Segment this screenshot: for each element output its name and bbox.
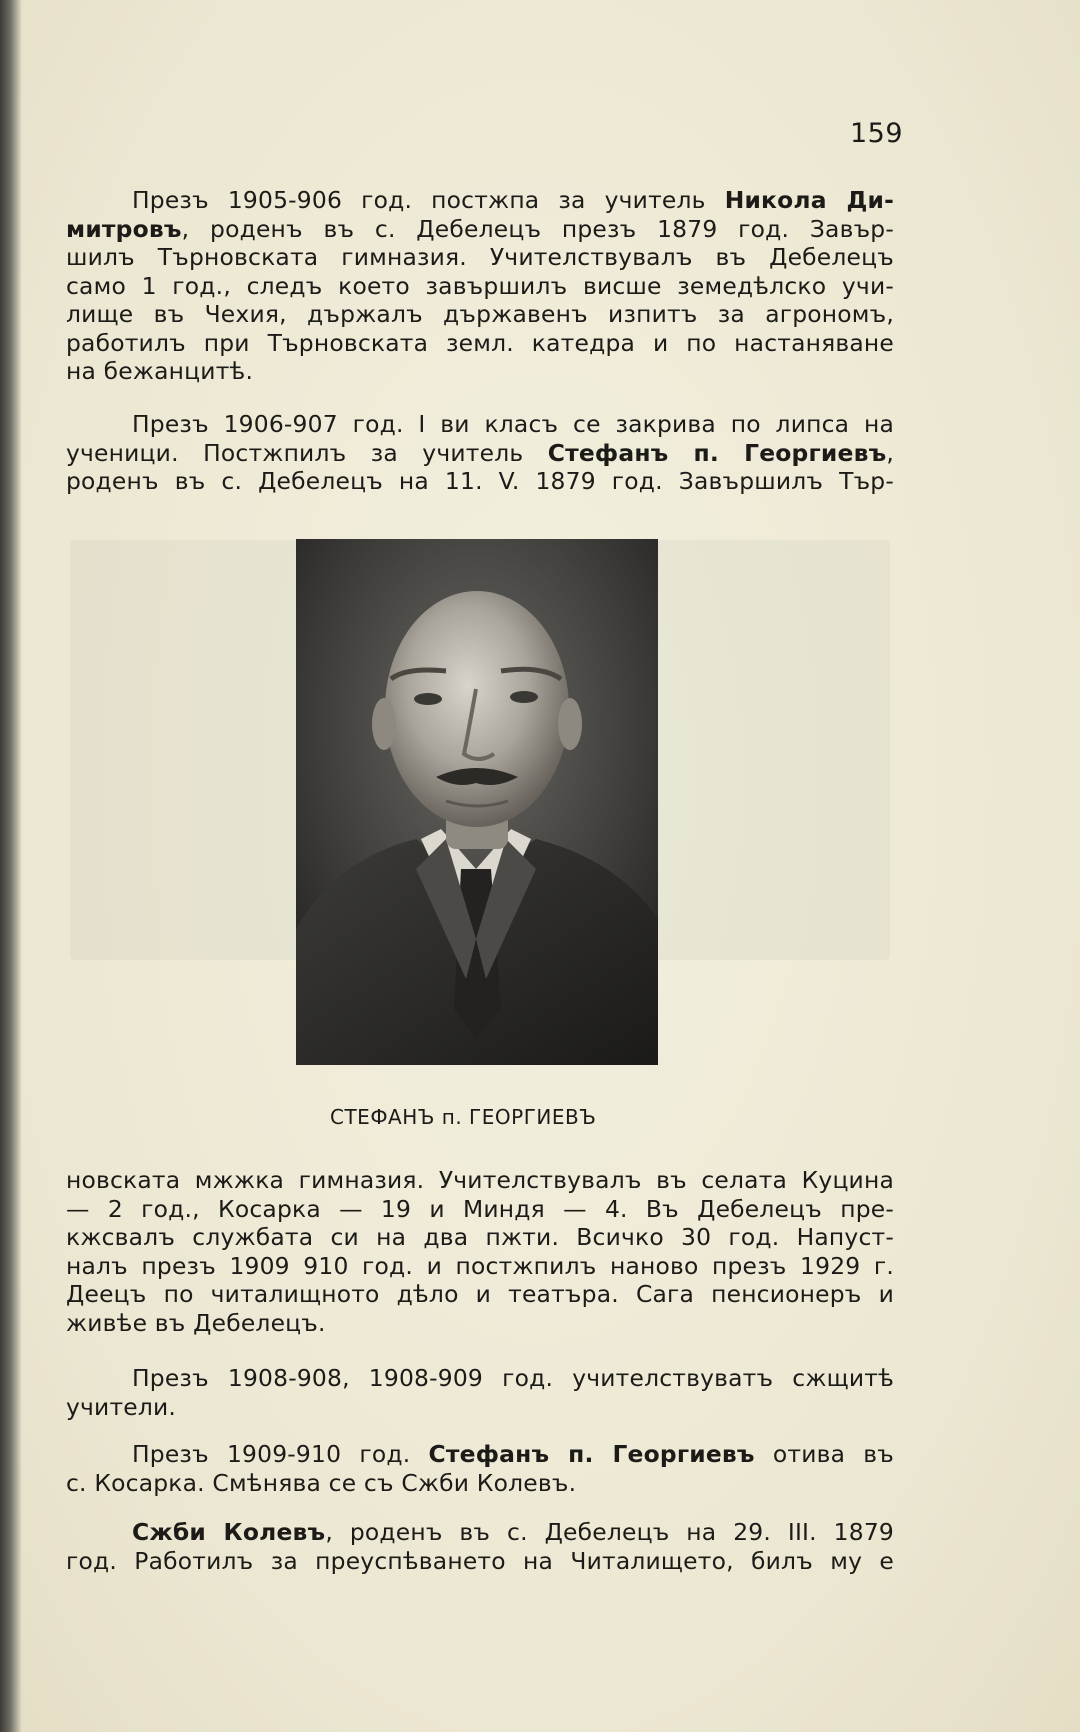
text-line: само 1 год., следъ което завършилъ висше земедѣлско учи- — [66, 271, 894, 300]
text-line: митровъ, роденъ въ с. Дебелецъ презъ 1879 год. Завър- — [66, 214, 894, 243]
page-number: 159 — [850, 118, 904, 149]
text-line: налъ презъ 1909 910 год. и постжпилъ наново презъ 1929 г. — [66, 1251, 894, 1280]
paragraph-1909 — [66, 1440, 894, 1497]
text-line: роденъ въ с. Дебелецъ на 11. V. 1879 год. Завършилъ Тър- — [66, 467, 894, 495]
paragraph-nikola-dimitrov — [66, 186, 894, 386]
text-line: Деецъ по читалищното дѣло и театъра. Сага пенсионеръ и — [66, 1280, 894, 1308]
text-line: Презъ 1909-910 год. Стефанъ п. Георгиевъ отива въ — [132, 1440, 894, 1468]
text-line: Презъ 1906-907 год. I ви класъ се закрива по липса на — [132, 410, 894, 438]
text-line: Презъ 1908-908, 1908-909 год. учителствуватъ сжщитѣ — [132, 1364, 894, 1392]
page-gutter-shadow — [0, 0, 22, 1732]
text-line: Презъ 1905-906 год. постжпа за учитель Никола Ди- — [132, 186, 894, 214]
paragraph-1908 — [66, 1364, 894, 1421]
text-line: новската мжжка гимназия. Учителствувалъ въ селата Куцина — [66, 1166, 894, 1194]
paragraph-career — [66, 1166, 894, 1337]
text-line: на бежанцитѣ. — [66, 357, 254, 385]
text-line: с. Косарка. Смѣнява се съ Сжби Колевъ. — [66, 1468, 577, 1497]
text-line: ученици. Постжпилъ за учитель Стефанъ п. Георгиевъ, — [66, 438, 894, 467]
text-line: работилъ при Търновската земл. катедра и по настаняване — [66, 328, 894, 357]
paragraph-stefan-georgiev — [66, 410, 894, 496]
photo-caption: СТЕФАНЪ п. ГЕОРГИЕВЪ — [330, 1105, 597, 1129]
text-line: год. Работилъ за преуспѣването на Читалището, билъ му е — [66, 1546, 894, 1575]
portrait-photograph — [296, 539, 658, 1065]
text-line: лище въ Чехия, държалъ държавенъ изпитъ за агрономъ, — [66, 300, 894, 328]
text-line: шилъ Търновската гимназия. Учителствувалъ въ Дебелецъ — [66, 243, 894, 271]
text-line: Сжби Колевъ, роденъ въ с. Дебелецъ на 29. III. 1879 — [132, 1518, 894, 1546]
text-line: кжсвалъ службата си на два пжти. Всичко 30 год. Напуст- — [66, 1223, 894, 1251]
text-line: — 2 год., Косарка — 19 и Миндя — 4. Въ Дебелецъ пре- — [66, 1194, 894, 1223]
portrait-image — [296, 539, 658, 1065]
text-line: учители. — [66, 1392, 177, 1421]
text-line: живѣе въ Дебелецъ. — [66, 1308, 326, 1337]
paragraph-sabi-kolev — [66, 1518, 894, 1575]
